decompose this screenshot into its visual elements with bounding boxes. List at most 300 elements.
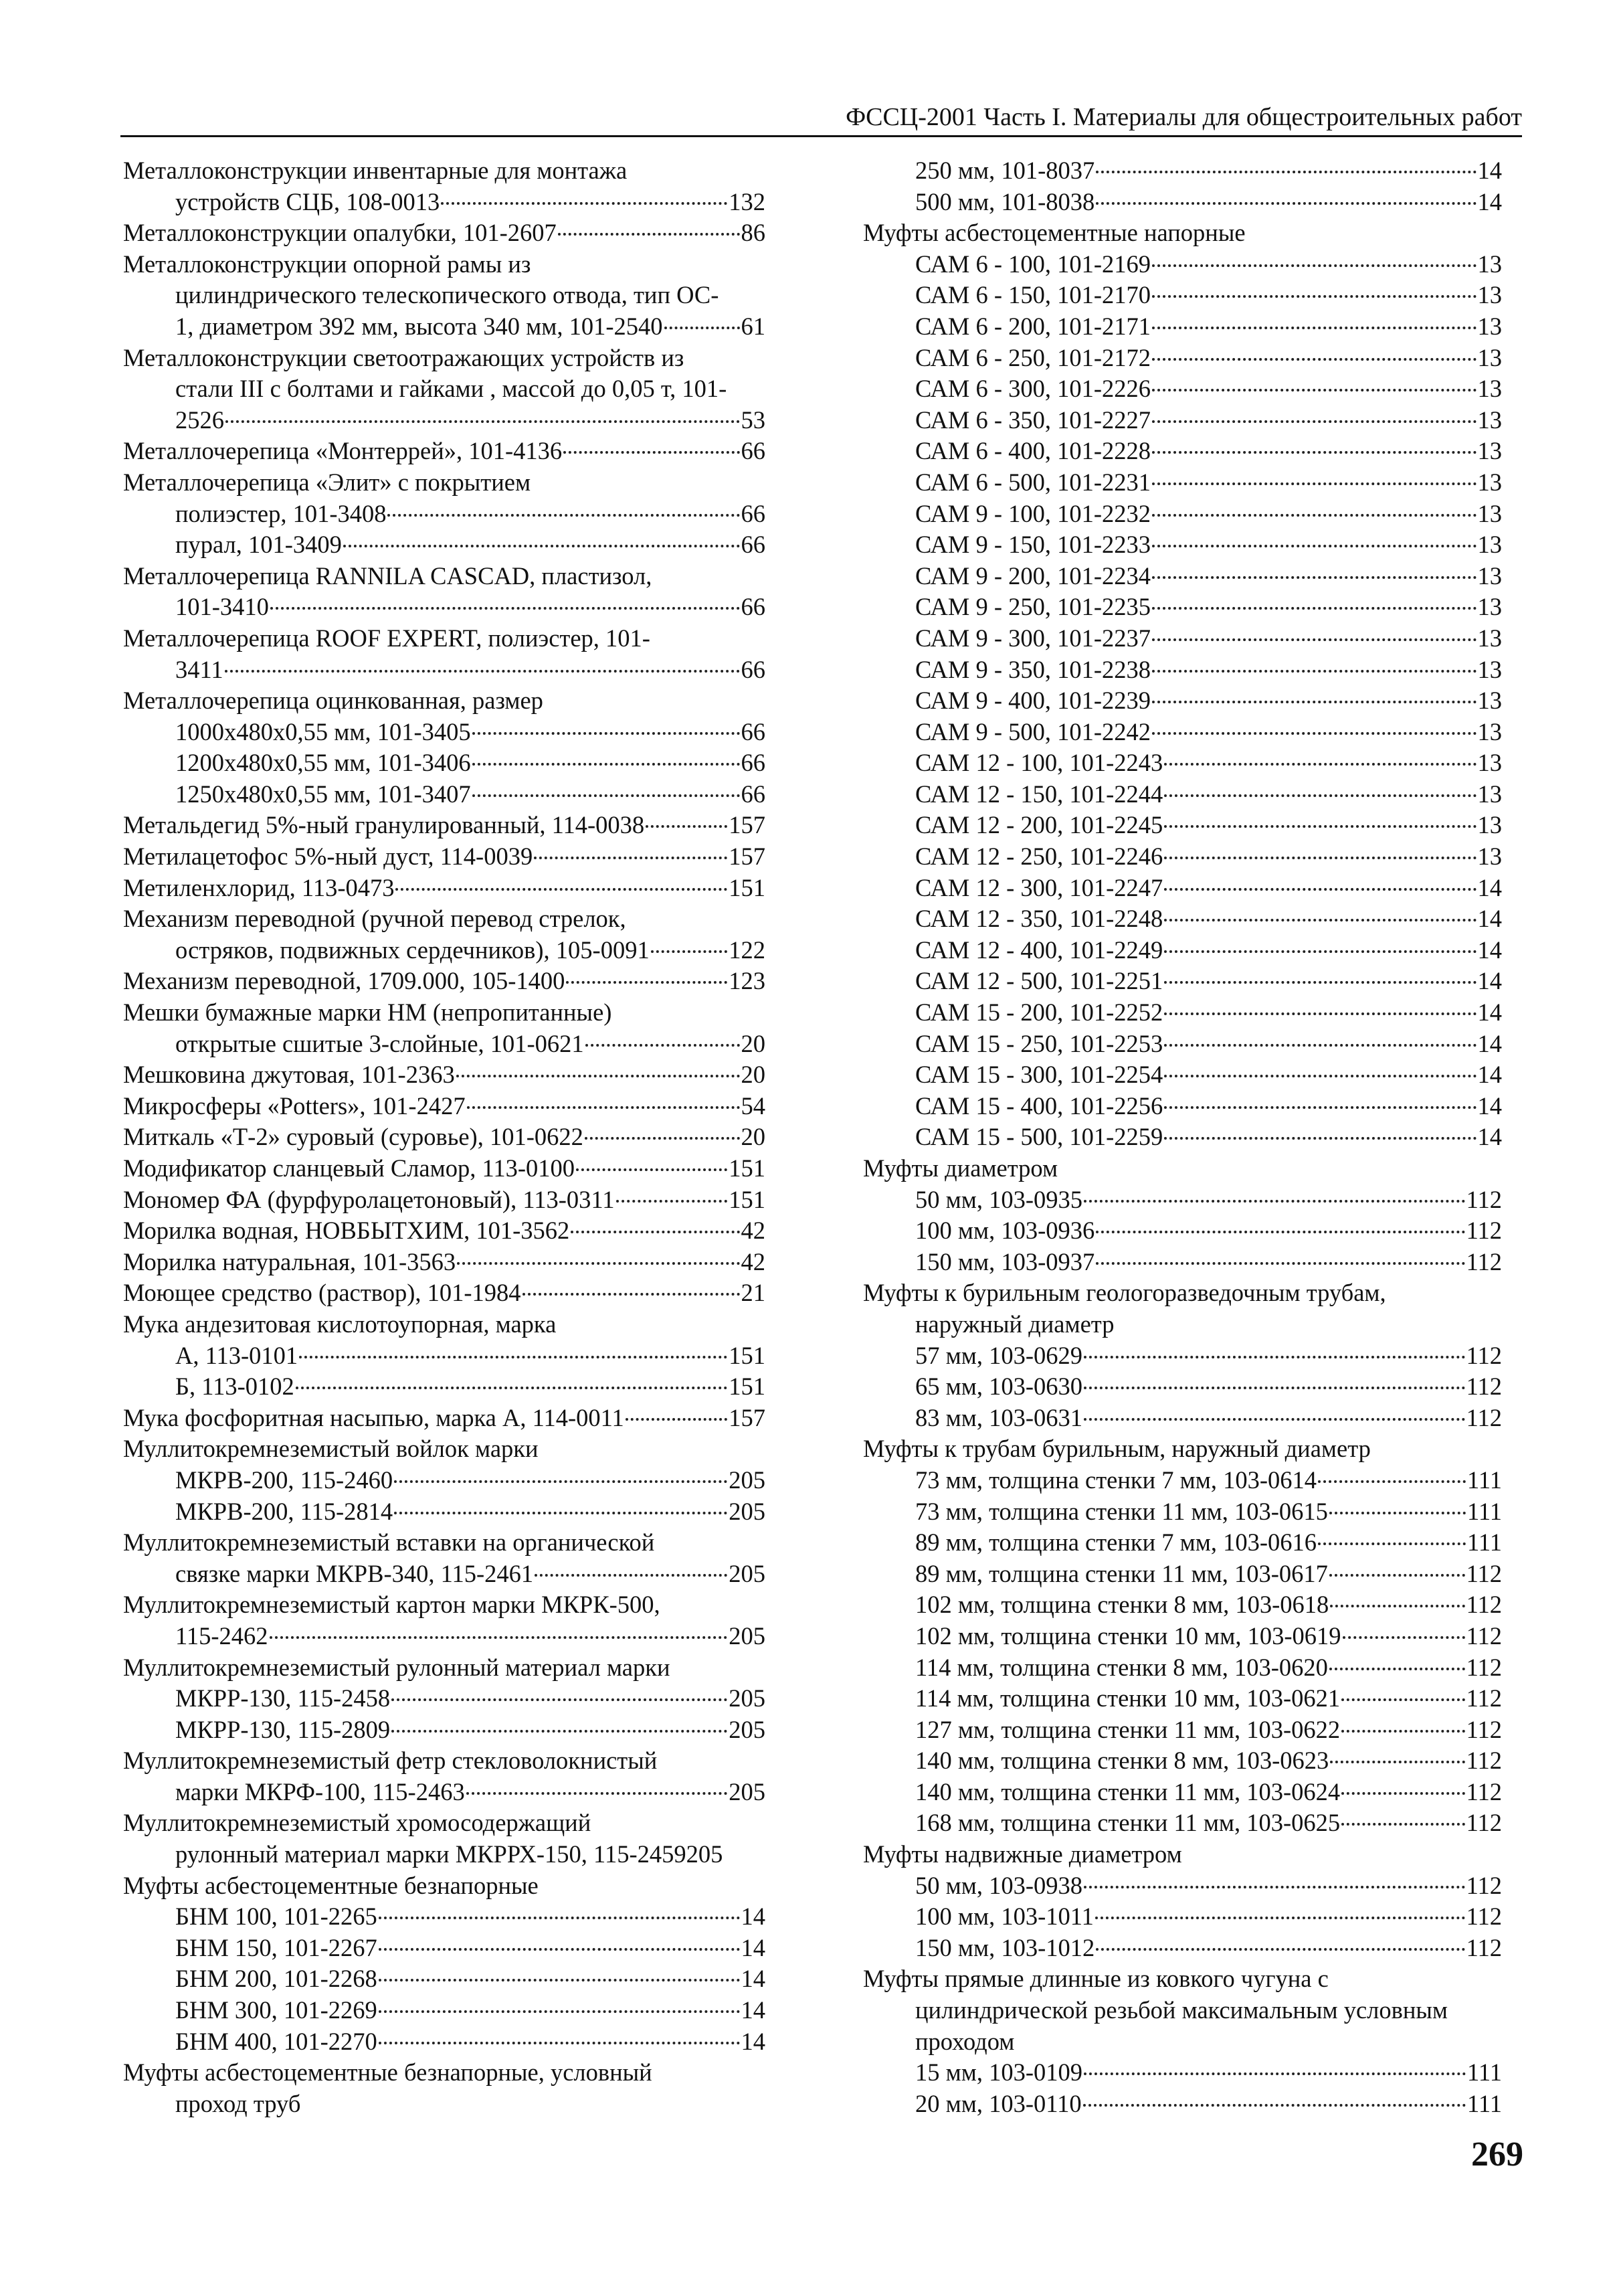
index-column-left <box>123 155 765 2119</box>
index-entry <box>123 1029 765 1060</box>
dot-leader <box>1164 1075 1476 1077</box>
index-entry <box>123 841 765 873</box>
dot-leader <box>1341 1823 1464 1826</box>
index-entry <box>863 343 1502 374</box>
index-heading: Муфты к трубам бурильным, наружный диаметр <box>863 1435 1371 1463</box>
dot-leader <box>1096 1948 1464 1951</box>
entry-page: 122 <box>729 936 765 964</box>
index-heading: Муллитокремнеземистый вставки на органической <box>123 1528 655 1557</box>
entry-page: 13 <box>1477 437 1502 465</box>
entry-page: 123 <box>729 967 765 995</box>
dot-leader <box>563 451 739 454</box>
entry-text: устройств СЦБ, 108-0013 <box>175 187 440 215</box>
index-entry <box>863 1652 1502 1684</box>
index-entry <box>863 187 1502 218</box>
entry-text: Морилка натуральная, 101-3563 <box>123 1247 456 1275</box>
index-entry <box>863 841 1502 873</box>
entry-page: 112 <box>1466 1653 1502 1681</box>
entry-page: 112 <box>1466 1871 1502 1899</box>
entry-text: 114 мм, толщина стенки 8 мм, 103-0620 <box>915 1653 1328 1681</box>
entry-page: 111 <box>1466 1466 1502 1494</box>
dot-leader <box>534 857 727 859</box>
index-entry <box>863 717 1502 748</box>
entry-text: 1200х480х0,55 мм, 101-3406 <box>175 749 471 777</box>
index-entry <box>123 1122 765 1153</box>
entry-page: 13 <box>1477 343 1502 371</box>
dot-leader <box>1152 732 1476 735</box>
entry-page: 13 <box>1477 811 1502 839</box>
index-heading: Муллитокремнеземистый картон марки МКРК-500, <box>123 1591 660 1619</box>
index-heading: Муллитокремнеземистый рулонный материал марки <box>123 1653 670 1681</box>
dot-leader <box>1152 514 1476 517</box>
index-entry <box>863 1371 1502 1403</box>
entry-page: 13 <box>1477 312 1502 340</box>
entry-page: 112 <box>1466 1247 1502 1275</box>
index-entry <box>863 405 1502 436</box>
entry-text: САМ 15 - 300, 101-2254 <box>915 1061 1163 1089</box>
dot-leader <box>472 794 740 797</box>
entry-page: 20 <box>741 1123 765 1151</box>
index-entry <box>123 810 765 841</box>
entry-page: 14 <box>1477 1123 1502 1151</box>
entry-page: 13 <box>1477 468 1502 496</box>
entry-page: 112 <box>1466 1591 1502 1619</box>
index-entry <box>863 747 1502 779</box>
index-continuation: рулонный материал марки МКРРХ-150, 115-2459205 <box>175 1840 723 1868</box>
index-entry <box>863 810 1502 841</box>
dot-leader <box>1083 2104 1466 2107</box>
index-continuation: наружный диаметр <box>915 1310 1115 1338</box>
dot-leader <box>343 545 740 547</box>
dot-leader <box>1152 389 1476 391</box>
index-entry <box>123 779 765 810</box>
entry-page: 112 <box>1466 1903 1502 1931</box>
index-continuation: проход труб <box>175 2089 301 2117</box>
index-entry <box>863 1901 1502 1933</box>
dot-leader <box>1330 1761 1464 1763</box>
dot-leader <box>1164 763 1476 766</box>
index-entry <box>863 280 1502 311</box>
entry-text: 140 мм, толщина стенки 8 мм, 103-0623 <box>915 1747 1329 1775</box>
dot-leader <box>391 1698 727 1701</box>
index-heading: Металлочерепица RANNILA CASCAD, пластизол, <box>123 561 652 590</box>
dot-leader <box>1341 1730 1464 1733</box>
index-heading: Муллитокремнеземистый фетр стекловолокнистый <box>123 1747 658 1775</box>
index-column-right <box>863 155 1502 2119</box>
dot-leader <box>1152 264 1476 267</box>
entry-page: 61 <box>741 312 765 340</box>
index-entry <box>863 935 1502 966</box>
index-entry <box>863 1621 1502 1652</box>
entry-text: 1250х480х0,55 мм, 101-3407 <box>175 780 471 808</box>
index-entry <box>123 1559 765 1590</box>
dot-leader <box>1343 1636 1465 1639</box>
entry-text: БНМ 100, 101-2265 <box>175 1903 377 1931</box>
index-entry <box>863 311 1502 343</box>
index-continuation: стали III с болтами и гайками , массой до 0,05 т, 101- <box>175 375 727 403</box>
entry-text: САМ 15 - 400, 101-2256 <box>915 1091 1163 1120</box>
index-entry <box>863 1184 1502 1216</box>
index-entry <box>123 1683 765 1714</box>
entry-page: 111 <box>1466 2058 1502 2087</box>
dot-leader <box>1084 1387 1465 1389</box>
dot-leader <box>1341 1792 1464 1795</box>
dot-leader <box>1152 420 1476 423</box>
index-entry <box>863 529 1502 561</box>
index-entry <box>123 499 765 530</box>
entry-page: 14 <box>1477 936 1502 964</box>
entry-page: 13 <box>1477 281 1502 309</box>
index-entry <box>123 654 765 686</box>
dot-leader <box>1318 1542 1466 1545</box>
dot-leader <box>1152 327 1476 329</box>
index-entry <box>123 1496 765 1528</box>
entry-text: САМ 9 - 350, 101-2238 <box>915 655 1151 683</box>
index-entry <box>863 873 1502 904</box>
entry-text: САМ 9 - 500, 101-2242 <box>915 717 1151 745</box>
index-entry <box>863 2089 1502 2120</box>
entry-text: САМ 9 - 100, 101-2232 <box>915 499 1151 527</box>
index-entry <box>863 1122 1502 1153</box>
entry-text: 102 мм, толщина стенки 8 мм, 103-0618 <box>915 1591 1329 1619</box>
entry-page: 54 <box>741 1091 765 1120</box>
entry-text: БНМ 300, 101-2269 <box>175 1996 377 2024</box>
entry-page: 13 <box>1477 749 1502 777</box>
index-entry <box>123 1777 765 1808</box>
entry-page: 66 <box>741 499 765 527</box>
index-entry <box>863 1777 1502 1808</box>
dot-leader <box>1329 1574 1465 1577</box>
index-entry <box>123 717 765 748</box>
entry-text: Б, 113-0102 <box>175 1373 294 1401</box>
entry-page: 112 <box>1466 1684 1502 1712</box>
index-entry <box>863 1683 1502 1714</box>
entry-page: 14 <box>1477 1061 1502 1089</box>
index-heading: Муллитокремнеземистый войлок марки <box>123 1435 539 1463</box>
entry-text: САМ 12 - 400, 101-2249 <box>915 936 1163 964</box>
dot-leader <box>296 1387 727 1389</box>
entry-text: Механизм переводной, 1709.000, 105-1400 <box>123 967 565 995</box>
entry-text: МКРВ-200, 115-2814 <box>175 1497 393 1525</box>
entry-page: 132 <box>729 187 765 215</box>
entry-page: 112 <box>1466 1809 1502 1837</box>
entry-page: 112 <box>1466 1185 1502 1213</box>
dot-leader <box>456 1075 740 1077</box>
index-entry <box>863 436 1502 467</box>
dot-leader <box>395 888 727 891</box>
dot-leader <box>1164 1137 1476 1140</box>
index-heading: Муфты асбестоцементные безнапорные <box>123 1871 539 1899</box>
index-heading: Муфты надвижные диаметром <box>863 1840 1182 1868</box>
dot-leader <box>1330 1605 1464 1607</box>
entry-text: 20 мм, 103-0110 <box>915 2089 1082 2117</box>
dot-leader <box>1096 202 1476 205</box>
dot-leader <box>225 420 740 423</box>
index-entry <box>863 249 1502 280</box>
index-entry <box>123 1465 765 1496</box>
entry-text: 73 мм, толщина стенки 11 мм, 103-0615 <box>915 1497 1328 1525</box>
index-heading: Муллитокремнеземистый хромосодержащий <box>123 1809 591 1837</box>
entry-text: 115-2462 <box>175 1621 268 1650</box>
dot-leader <box>1152 545 1476 547</box>
dot-leader <box>1095 1917 1465 1919</box>
entry-page: 13 <box>1477 406 1502 434</box>
index-entry <box>123 966 765 997</box>
index-entry <box>123 1963 765 1995</box>
entry-page: 14 <box>741 2027 765 2055</box>
entry-text: Мешковина джутовая, 101-2363 <box>123 1061 455 1089</box>
index-heading: Мука андезитовая кислотоупорная, марка <box>123 1310 557 1338</box>
entry-text: 150 мм, 103-0937 <box>915 1247 1095 1275</box>
entry-page: 205 <box>729 1559 765 1587</box>
index-heading: Муфты к бурильным геологоразведочным трубам, <box>863 1279 1386 1307</box>
entry-page: 111 <box>1466 2089 1502 2117</box>
index-entry <box>863 1807 1502 1839</box>
dot-leader <box>626 1418 727 1421</box>
dot-leader <box>1096 1262 1464 1265</box>
entry-text: Металлоконструкции опалубки, 101-2607 <box>123 219 557 247</box>
dot-leader <box>299 1356 727 1358</box>
entry-page: 112 <box>1466 1341 1502 1369</box>
entry-text: САМ 12 - 350, 101-2248 <box>915 905 1163 933</box>
dot-leader <box>1096 171 1476 173</box>
index-entry <box>863 1527 1502 1559</box>
entry-text: БНМ 200, 101-2268 <box>175 1965 377 1993</box>
entry-page: 14 <box>1477 873 1502 901</box>
index-entry <box>123 1247 765 1278</box>
entry-page: 20 <box>741 1061 765 1089</box>
index-heading: Муфты асбестоцементные безнапорные, условный <box>123 2058 652 2087</box>
entry-text: пурал, 101-3409 <box>175 531 342 559</box>
dot-leader <box>1152 638 1476 641</box>
entry-page: 14 <box>1477 967 1502 995</box>
entry-page: 13 <box>1477 843 1502 871</box>
dot-leader <box>270 1636 728 1639</box>
index-heading: Металлоконструкции инвентарные для монтажа <box>123 157 628 184</box>
index-heading: Металлоконструкции светоотражающих устройств из <box>123 343 684 371</box>
index-entry <box>863 1496 1502 1528</box>
index-entry <box>863 1589 1502 1621</box>
dot-leader <box>1152 670 1476 673</box>
dot-leader <box>1084 1418 1465 1421</box>
entry-text: 500 мм, 101-8038 <box>915 187 1095 215</box>
entry-page: 112 <box>1466 1715 1502 1743</box>
dot-leader <box>472 732 740 735</box>
dot-leader <box>1084 1356 1465 1358</box>
entry-page: 151 <box>729 1154 765 1182</box>
entry-text: 140 мм, толщина стенки 11 мм, 103-0624 <box>915 1777 1341 1805</box>
entry-text: САМ 6 - 200, 101-2171 <box>915 312 1151 340</box>
entry-text: Металлочерепица «Монтеррей», 101-4136 <box>123 437 563 465</box>
index-entry <box>123 1714 765 1746</box>
index-entry <box>123 1184 765 1216</box>
entry-text: марки МКРФ-100, 115-2463 <box>175 1777 465 1805</box>
dot-leader <box>270 607 740 610</box>
entry-page: 21 <box>741 1279 765 1307</box>
dot-leader <box>467 1106 740 1109</box>
page-number: 269 <box>1471 2135 1523 2174</box>
dot-leader <box>1164 825 1476 828</box>
entry-page: 112 <box>1466 1403 1502 1431</box>
dot-leader <box>1164 1012 1476 1015</box>
entry-page: 66 <box>741 717 765 745</box>
dot-leader <box>571 1231 739 1233</box>
dot-leader <box>1152 482 1476 485</box>
dot-leader <box>379 2042 740 2044</box>
entry-text: САМ 9 - 250, 101-2235 <box>915 593 1151 621</box>
index-heading: Муфты асбестоцементные напорные <box>863 219 1246 247</box>
entry-text: 114 мм, толщина стенки 10 мм, 103-0621 <box>915 1684 1341 1712</box>
entry-page: 13 <box>1477 375 1502 403</box>
entry-text: 1000х480х0,55 мм, 101-3405 <box>175 717 471 745</box>
entry-page: 66 <box>741 749 765 777</box>
entry-page: 13 <box>1477 717 1502 745</box>
entry-text: САМ 12 - 250, 101-2246 <box>915 843 1163 871</box>
index-entry <box>123 311 765 343</box>
entry-text: открытые сшитые 3-слойные, 101-0621 <box>175 1029 584 1057</box>
dot-leader <box>394 1512 727 1514</box>
dot-leader <box>651 950 728 953</box>
entry-text: 150 мм, 103-1012 <box>915 1933 1095 1961</box>
index-entry <box>123 873 765 904</box>
entry-text: 1, диаметром 392 мм, высота 340 мм, 101-2540 <box>175 312 663 340</box>
index-entry <box>863 685 1502 717</box>
entry-text: Модификатор сланцевый Сламор, 113-0100 <box>123 1154 575 1182</box>
entry-text: 168 мм, толщина стенки 11 мм, 103-0625 <box>915 1809 1341 1837</box>
entry-text: САМ 6 - 100, 101-2169 <box>915 250 1151 278</box>
index-heading: Механизм переводной (ручной перевод стрелок, <box>123 905 626 933</box>
dot-leader <box>1152 607 1476 610</box>
index-entry <box>123 529 765 561</box>
entry-text: БНМ 400, 101-2270 <box>175 2027 377 2055</box>
index-entry <box>123 436 765 467</box>
entry-page: 157 <box>729 811 765 839</box>
entry-text: 89 мм, толщина стенки 11 мм, 103-0617 <box>915 1559 1328 1587</box>
index-entry <box>863 1215 1502 1247</box>
index-entry <box>123 2026 765 2058</box>
entry-page: 13 <box>1477 531 1502 559</box>
entry-text: Микросферы «Potters», 101-2427 <box>123 1091 466 1120</box>
index-heading: Муфты прямые длинные из ковкого чугуна с <box>863 1965 1329 1993</box>
entry-page: 66 <box>741 655 765 683</box>
index-entry <box>123 1403 765 1434</box>
index-heading: Металлочерепица «Элит» с покрытием <box>123 468 531 496</box>
entry-text: Мономер ФА (фурфуролацетоновый), 113-0311 <box>123 1185 615 1213</box>
dot-leader <box>472 763 740 766</box>
index-entry <box>123 1621 765 1652</box>
entry-text: Метальдегид 5%-ный гранулированный, 114-0038 <box>123 811 645 839</box>
entry-page: 111 <box>1466 1497 1502 1525</box>
index-entry <box>123 1933 765 1964</box>
entry-text: 50 мм, 103-0938 <box>915 1871 1082 1899</box>
entry-text: САМ 12 - 500, 101-2251 <box>915 967 1163 995</box>
entry-page: 13 <box>1477 499 1502 527</box>
dot-leader <box>585 1044 740 1047</box>
entry-text: БНМ 150, 101-2267 <box>175 1933 377 1961</box>
dot-leader <box>1329 1668 1465 1670</box>
entry-page: 13 <box>1477 687 1502 715</box>
index-entry <box>863 1714 1502 1746</box>
entry-page: 205 <box>729 1621 765 1650</box>
entry-text: остряков, подвижных сердечников), 105-0091 <box>175 936 650 964</box>
running-header: ФССЦ-2001 Часть I. Материалы для общестроительных работ <box>120 100 1522 137</box>
entry-page: 13 <box>1477 624 1502 652</box>
entry-page: 112 <box>1466 1621 1502 1650</box>
index-entry <box>863 1465 1502 1496</box>
entry-text: САМ 12 - 300, 101-2247 <box>915 873 1163 901</box>
entry-text: САМ 12 - 150, 101-2244 <box>915 780 1163 808</box>
entry-text: САМ 9 - 150, 101-2233 <box>915 531 1151 559</box>
entry-page: 157 <box>729 843 765 871</box>
entry-page: 14 <box>1477 1091 1502 1120</box>
entry-text: САМ 9 - 200, 101-2234 <box>915 561 1151 590</box>
entry-page: 151 <box>729 1373 765 1401</box>
index-heading: Металлочерепица ROOF EXPERT, полиэстер, 101- <box>123 624 650 652</box>
dot-leader <box>646 825 727 828</box>
dot-leader <box>387 514 739 517</box>
index-entry <box>123 1277 765 1309</box>
entry-page: 14 <box>1477 1029 1502 1057</box>
dot-leader <box>585 1137 740 1140</box>
index-entry <box>863 1340 1502 1372</box>
index-entry <box>863 592 1502 623</box>
index-entry <box>863 499 1502 530</box>
index-entry <box>863 1247 1502 1278</box>
entry-page: 112 <box>1466 1747 1502 1775</box>
entry-page: 66 <box>741 531 765 559</box>
dot-leader <box>379 1948 740 1951</box>
index-entry <box>123 1153 765 1184</box>
dot-leader <box>576 1168 727 1171</box>
entry-text: МКРР-130, 115-2809 <box>175 1715 391 1743</box>
entry-text: 15 мм, 103-0109 <box>915 2058 1082 2087</box>
entry-page: 14 <box>1477 905 1502 933</box>
dot-leader <box>1164 919 1476 921</box>
entry-text: 2526 <box>175 406 224 434</box>
entry-text: САМ 15 - 500, 101-2259 <box>915 1123 1163 1151</box>
entry-page: 14 <box>741 1903 765 1931</box>
entry-page: 42 <box>741 1217 765 1245</box>
index-entry <box>863 373 1502 405</box>
index-continuation: цилиндрической резьбой максимальным условным <box>915 1996 1448 2024</box>
entry-text: 100 мм, 103-1011 <box>915 1903 1094 1931</box>
index-entry <box>863 1403 1502 1434</box>
dot-leader <box>457 1262 739 1265</box>
dot-leader <box>1164 857 1476 859</box>
dot-leader <box>466 1792 728 1795</box>
entry-page: 13 <box>1477 655 1502 683</box>
dot-leader <box>1096 1231 1464 1233</box>
index-entry <box>123 592 765 623</box>
entry-text: 89 мм, толщина стенки 7 мм, 103-0616 <box>915 1528 1317 1557</box>
entry-text: МКРР-130, 115-2458 <box>175 1684 391 1712</box>
entry-text: 50 мм, 103-0935 <box>915 1185 1082 1213</box>
dot-leader <box>1152 576 1476 579</box>
index-entry <box>863 779 1502 810</box>
dot-leader <box>1152 451 1476 454</box>
entry-page: 111 <box>1466 1528 1502 1557</box>
index-entry <box>123 935 765 966</box>
index-entry <box>123 1340 765 1372</box>
index-entry <box>863 1029 1502 1060</box>
entry-page: 14 <box>741 1965 765 1993</box>
index-entry <box>863 1059 1502 1091</box>
entry-page: 151 <box>729 1341 765 1369</box>
entry-page: 42 <box>741 1247 765 1275</box>
dot-leader <box>566 981 727 984</box>
index-entry <box>863 654 1502 686</box>
entry-page: 13 <box>1477 780 1502 808</box>
